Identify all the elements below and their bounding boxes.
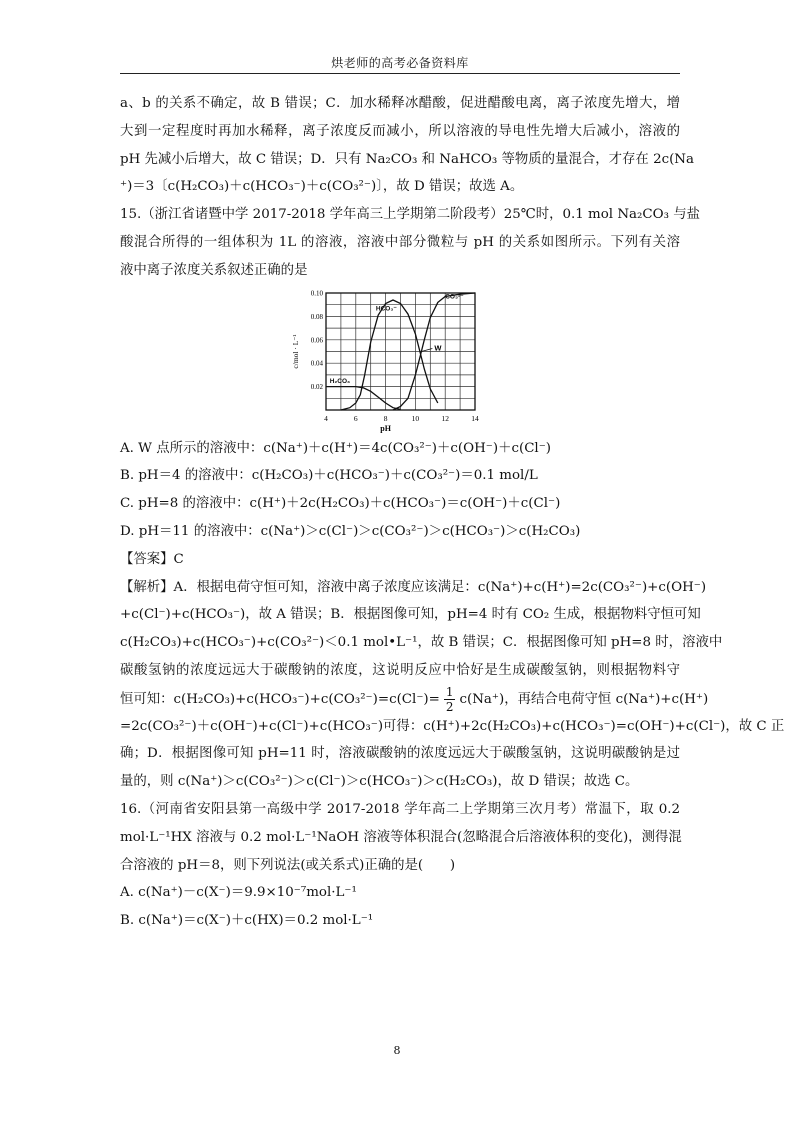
option-c: C. pH=8 的溶液中：c(H⁺)＋2c(H₂CO₃)＋c(HCO₃⁻)＝c(OH⁻)＋c(Cl⁻) <box>120 496 561 512</box>
explanation-line <box>120 684 709 714</box>
text-line: 大到一定程度时再加水稀释，离子浓度反而减小，所以溶液的导电性先增大后减小，溶液的 <box>120 123 680 139</box>
explanation-line: +c(Cl⁻)+c(HCO₃⁻)，故 A 错误；B．根据图像可知，pH=4 时有 CO₂ 生成，根据物料守恒可知 <box>120 607 701 623</box>
y-tick-label: 0.02 <box>310 382 323 391</box>
page-content <box>120 90 785 935</box>
explanation-line: 量的，则 c(Na⁺)＞c(CO₃²⁻)＞c(Cl⁻)＞c(HCO₃⁻)＞c(H₂CO₃)，故 D 错误；故选 C。 <box>120 774 639 790</box>
explanation-text: 恒可知：c(H₂CO₃)+c(HCO₃⁻)+c(CO₃²⁻)=c(Cl⁻)= <box>120 691 440 707</box>
y-tick-label: 0.08 <box>310 312 323 321</box>
answer-label: 【答案】C <box>120 551 184 567</box>
annotation-label: W <box>434 343 442 353</box>
fraction-denominator: 2 <box>445 699 454 714</box>
page-header: 烘老师的高考必备资料库 <box>331 56 469 70</box>
question-15-line: 液中离子浓度关系叙述正确的是 <box>120 262 308 278</box>
fraction-numerator: 1 <box>445 684 454 699</box>
text-line: ⁺)＝3〔c(H₂CO₃)＋c(HCO₃⁻)＋c(CO₃²⁻)〕，故 D 错误；故选 A。 <box>120 179 524 195</box>
option-b: B. pH＝4 的溶液中：c(H₂CO₃)＋c(HCO₃⁻)＋c(CO₃²⁻)＝0.1 mol/L <box>120 468 538 484</box>
series-label: H₂CO₃ <box>329 377 351 385</box>
y-tick-label: 0.10 <box>310 289 323 298</box>
y-axis-label: c/mol · L⁻¹ <box>291 334 300 369</box>
x-tick-label: 14 <box>471 413 479 423</box>
x-tick-label: 10 <box>411 413 420 423</box>
explanation-line: c(H₂CO₃)+c(HCO₃⁻)+c(CO₃²⁻)＜0.1 mol•L⁻¹，故 B 错误；C．根据图像可知 pH=8 时，溶液中 <box>120 635 723 651</box>
question-16-option-b: B. c(Na⁺)＝c(X⁻)＋c(HX)＝0.2 mol·L⁻¹ <box>120 913 374 929</box>
explanation-line: 碳酸氢钠的浓度远远大于碳酸钠的浓度，这说明反应中恰好是生成碳酸氢钠，则根据物料守 <box>120 662 680 678</box>
explanation-line: =2c(CO₃²⁻)＋c(OH⁻)+c(Cl⁻)+c(HCO₃⁻)可得：c(H⁺)+2c(H₂CO₃)+c(HCO₃⁻)=c(OH⁻)+c(Cl⁻)，故 C 正 <box>120 718 785 734</box>
question-15-line: 酸混合所得的一组体积为 1L 的溶液，溶液中部分微粒与 pH 的关系如图所示。下列有关溶 <box>120 234 680 250</box>
x-tick-label: 12 <box>441 413 449 423</box>
explanation-text: c(Na⁺)，再结合电荷守恒 c(Na⁺)+c(H⁺) <box>459 691 709 707</box>
text-line: pH 先减小后增大，故 C 错误；D．只有 Na₂CO₃ 和 NaHCO₃ 等物质的量混合，才存在 2c(Na <box>120 151 695 167</box>
chart-svg <box>290 285 500 433</box>
x-tick-label: 4 <box>324 413 328 423</box>
option-d: D. pH＝11 的溶液中：c(Na⁺)＞c(Cl⁻)＞c(CO₃²⁻)＞c(HCO₃⁻)＞c(H₂CO₃) <box>120 523 581 539</box>
x-tick-label: 8 <box>383 413 388 423</box>
concentration-ph-chart <box>120 285 680 435</box>
y-tick-label: 0.06 <box>310 335 323 344</box>
header-divider <box>120 73 680 74</box>
question-16-option-a: A. c(Na⁺)－c(X⁻)＝9.9×10⁻⁷mol·L⁻¹ <box>120 885 357 901</box>
page-number: 8 <box>393 1044 401 1057</box>
series-label: HCO₃⁻ <box>375 305 397 313</box>
question-16-line: mol·L⁻¹HX 溶液与 0.2 mol·L⁻¹NaOH 溶液等体积混合(忽略混合后溶液体积的变化)，测得混 <box>120 829 682 845</box>
question-16-line: 16.（河南省安阳县第一高级中学 2017-2018 学年高二上学期第三次月考）常温下，取 0.2 <box>120 801 680 817</box>
question-15-line: 15.（浙江省诸暨中学 2017-2018 学年高三上学期第二阶段考）25℃时，0.1 mol Na₂CO₃ 与盐 <box>120 207 701 223</box>
option-a: A. W 点所示的溶液中：c(Na⁺)＋c(H⁺)＝4c(CO₃²⁻)＋c(OH⁻)＋c(Cl⁻) <box>120 440 552 456</box>
x-tick-label: 6 <box>353 413 358 423</box>
text-line: a、b 的关系不确定，故 B 错误；C．加水稀释冰醋酸，促进醋酸电离，离子浓度先增大，增 <box>120 96 680 111</box>
explanation-line: 确；D．根据图像可知 pH=11 时，溶液碳酸钠的浓度远远大于碳酸氢钠，这说明碳酸钠是过 <box>120 746 680 762</box>
x-axis-label: pH <box>380 423 391 433</box>
series-label: CO₃²⁻ <box>445 292 464 300</box>
explanation-line: 【解析】A．根据电荷守恒可知，溶液中离子浓度应该满足：c(Na⁺)+c(H⁺)=2c(CO₃²⁻)+c(OH⁻) <box>120 579 707 595</box>
annotation-pointer <box>421 348 432 351</box>
fraction-half <box>444 685 456 714</box>
question-16-line: 合溶液的 pH＝8，则下列说法(或关系式)正确的是( ) <box>120 857 456 873</box>
y-tick-label: 0.04 <box>310 359 323 368</box>
